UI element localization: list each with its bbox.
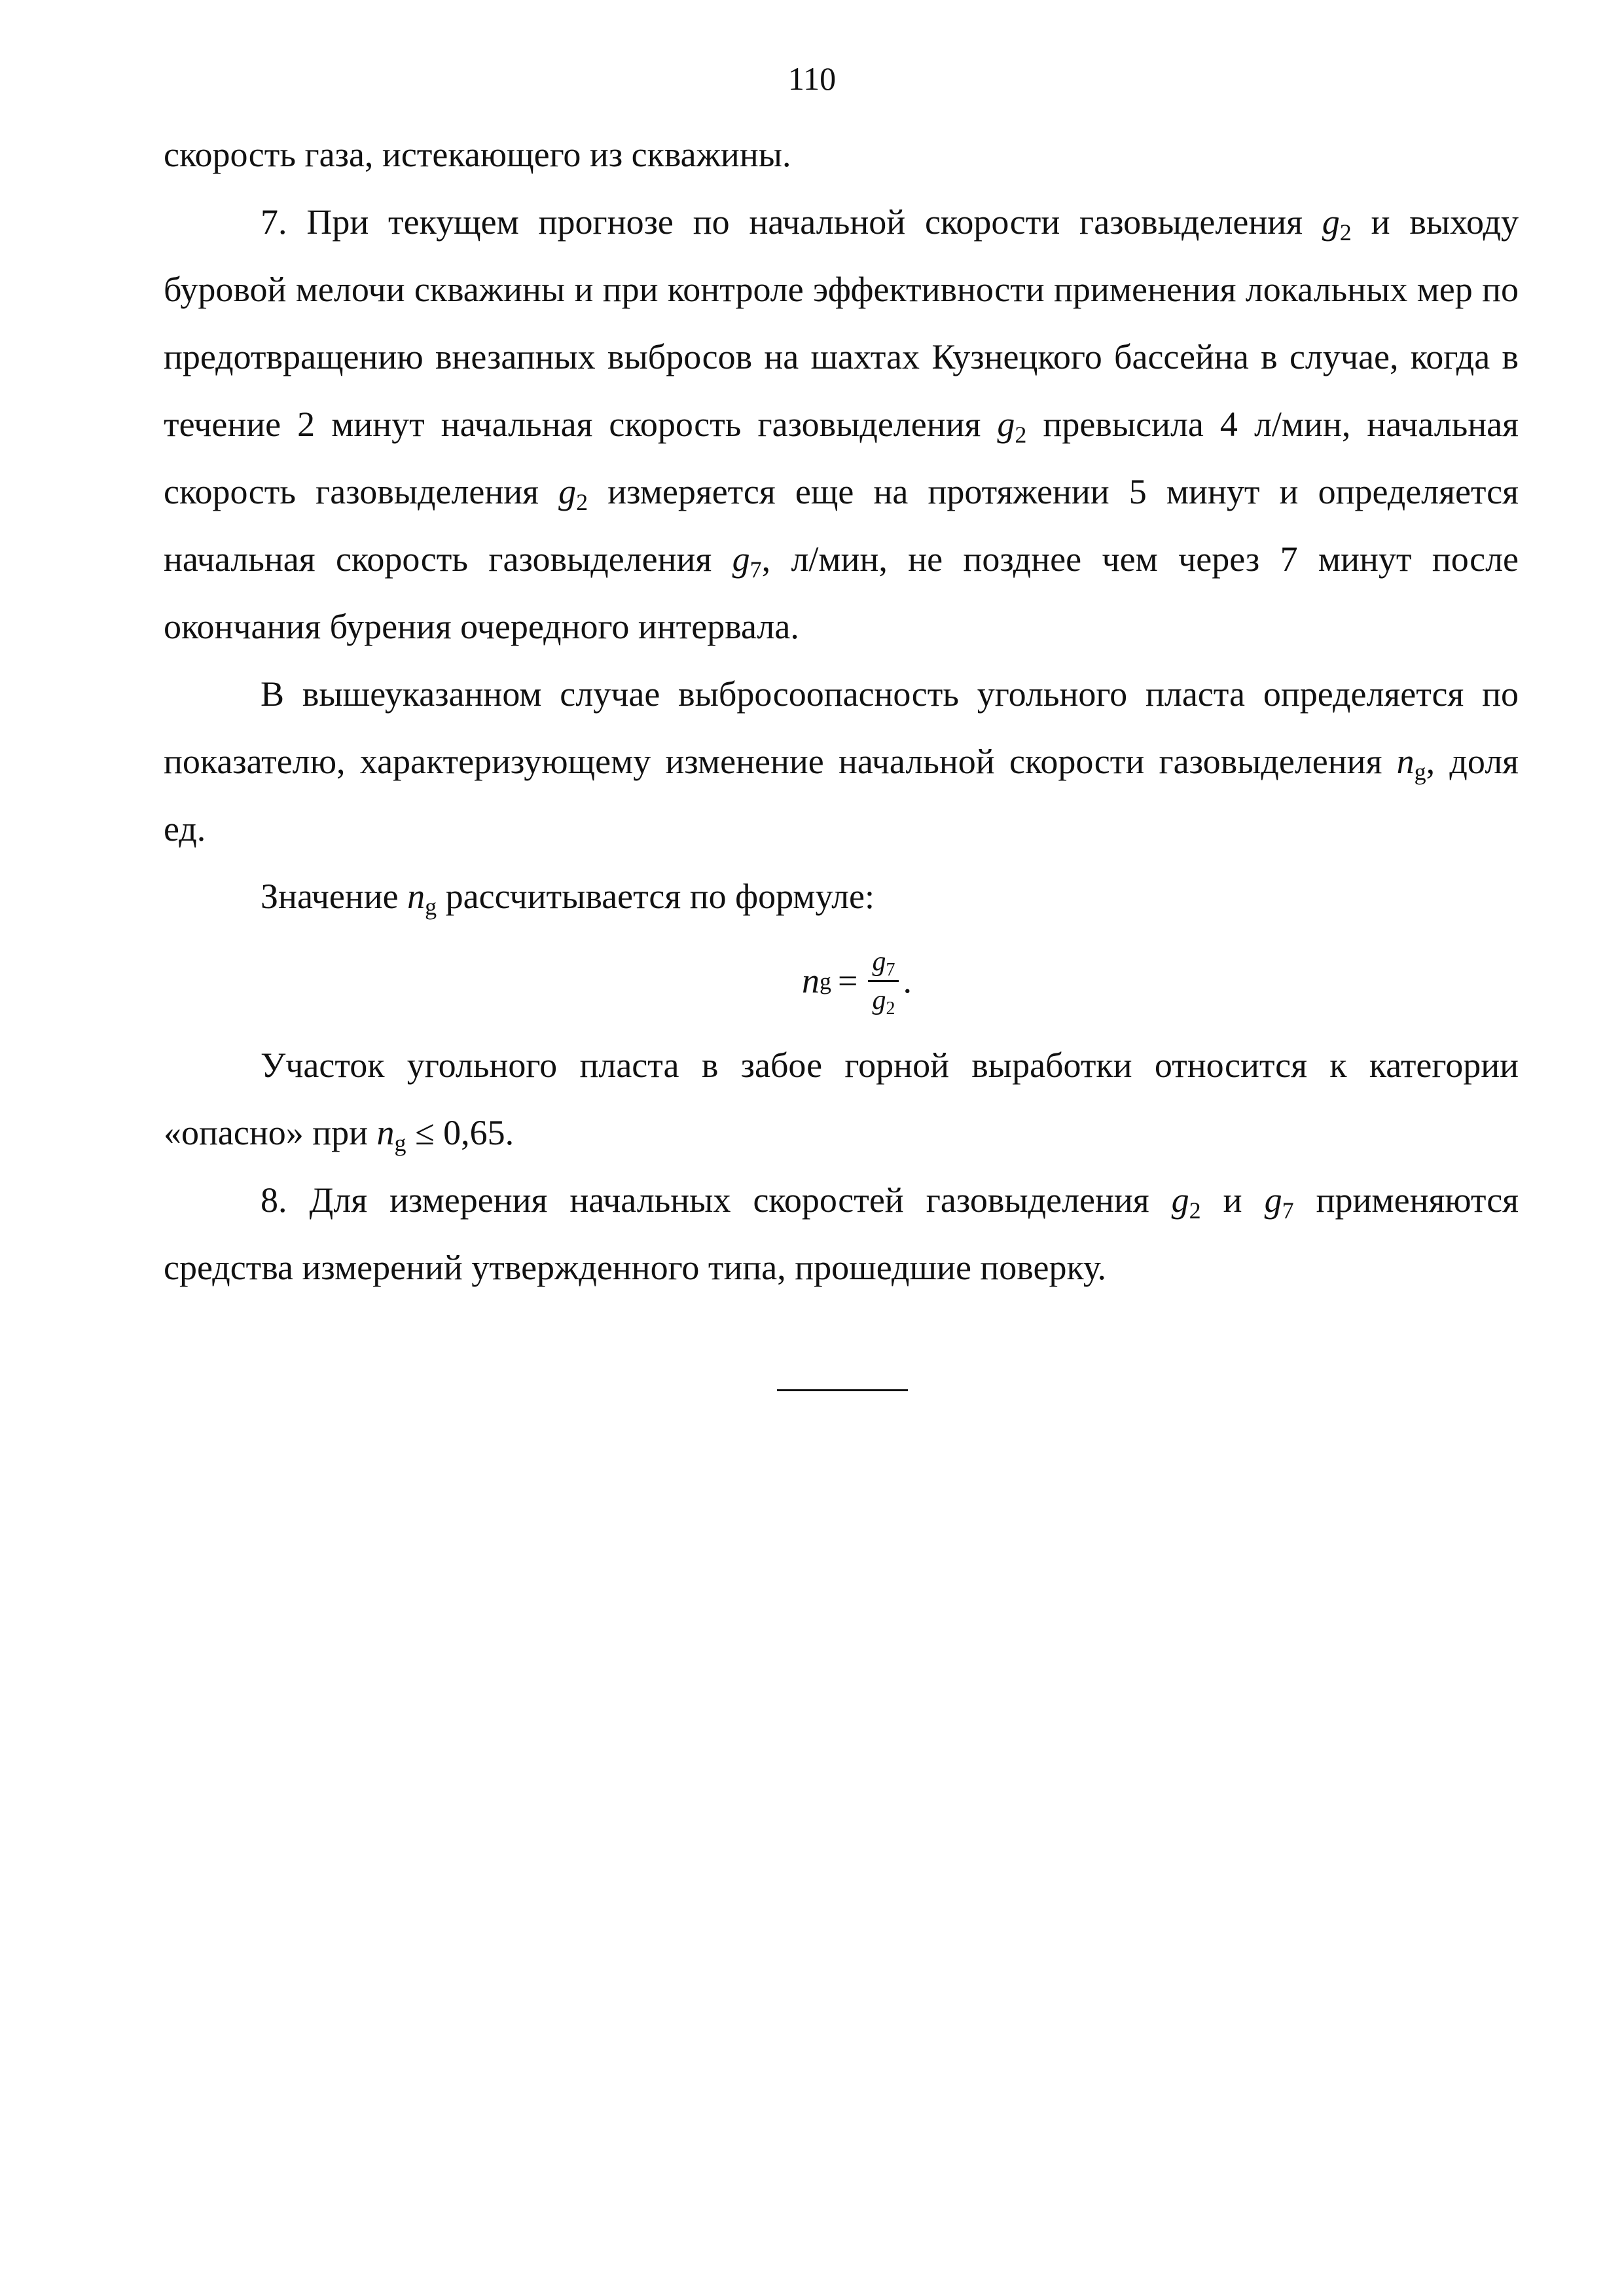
math-subscript: 7 [1282, 1197, 1294, 1224]
text-run: и выходу буровой мелочи скважины и при контроле эффективности применения локальных мер по предотвращению внезапных выбросов на шахтах Кузнецкого бассейна в случае, когда в течение 2 минут начальная скорость газовыделения [164, 202, 1519, 444]
denominator-subscript: 2 [886, 998, 895, 1019]
text-run: Значение [261, 877, 408, 916]
math-subscript: 2 [576, 489, 588, 515]
math-variable: g [732, 539, 750, 579]
text-run: ≤ 0,65. [406, 1113, 514, 1152]
paragraph-formula-intro [164, 863, 1519, 930]
text-run: , доля ед. [164, 742, 1519, 848]
page-number: 110 [787, 60, 837, 97]
formula-block [164, 930, 1519, 1032]
math-variable: g [997, 405, 1015, 444]
formula-period: . [903, 961, 912, 1000]
text-run: 8. Для измерения начальных скоростей газовыделения [261, 1180, 1172, 1220]
text-run: 7. При текущем прогнозе по начальной скорости газовыделения [261, 202, 1322, 242]
denominator-variable: g [872, 985, 886, 1015]
math-variable: n [407, 877, 425, 916]
text-run: превысила 4 л/мин, начальная скорость газовыделения [164, 405, 1519, 511]
math-subscript: g [1414, 759, 1426, 785]
fraction-denominator [868, 982, 899, 1017]
text-run: измеряется еще на протяжении 5 минут и определяется начальная скорость газовыделения [164, 472, 1519, 579]
math-subscript: 2 [1189, 1197, 1201, 1224]
math-variable: g [1264, 1180, 1282, 1220]
math-subscript: g [394, 1130, 406, 1156]
math-subscript: 2 [1339, 219, 1352, 246]
formula-fraction [868, 945, 899, 1017]
paragraph-item-8 [164, 1167, 1519, 1302]
formula: n g = $\frac{g_7}{g_2}$ . [802, 930, 912, 1032]
math-subscript: 7 [749, 556, 762, 583]
document-body [164, 121, 1519, 1302]
math-variable: g [558, 472, 577, 511]
text-run: , л/мин, не позднее чем через 7 минут после окончания бурения очередного интервала. [164, 539, 1519, 646]
text-run: и [1200, 1180, 1265, 1220]
end-of-document-rule [777, 1389, 908, 1391]
numerator-variable: g [872, 947, 886, 977]
text-run: В вышеуказанном случае выбросоопасность угольного пласта определяется по показателю, характеризующему изменение начальной скорости газовыделения [164, 674, 1519, 781]
math-variable: g [1171, 1180, 1189, 1220]
math-variable: g [1322, 202, 1340, 242]
math-subscript: g [425, 894, 437, 920]
paragraph-continuation: скорость газа, истекающего из скважины. [164, 135, 791, 174]
paragraph-outburst-hazard [164, 661, 1519, 863]
math-variable: n [1396, 742, 1415, 781]
fraction-numerator [868, 945, 899, 982]
formula-lhs-variable: n [802, 961, 820, 1000]
text-run: Участок угольного пласта в забое горной выработки относится к категории «опасно» при [164, 1046, 1519, 1152]
math-variable: n [376, 1113, 395, 1152]
formula-equals: = [838, 961, 858, 1000]
numerator-subscript: 7 [886, 960, 895, 980]
paragraph-danger-category [164, 1032, 1519, 1167]
text-run: рассчитывается по формуле: [437, 877, 875, 916]
text-run: применяются средства измерений утвержденного типа, прошедшие поверку. [164, 1180, 1519, 1287]
math-subscript: 2 [1015, 422, 1027, 448]
paragraph-item-7 [164, 189, 1519, 661]
